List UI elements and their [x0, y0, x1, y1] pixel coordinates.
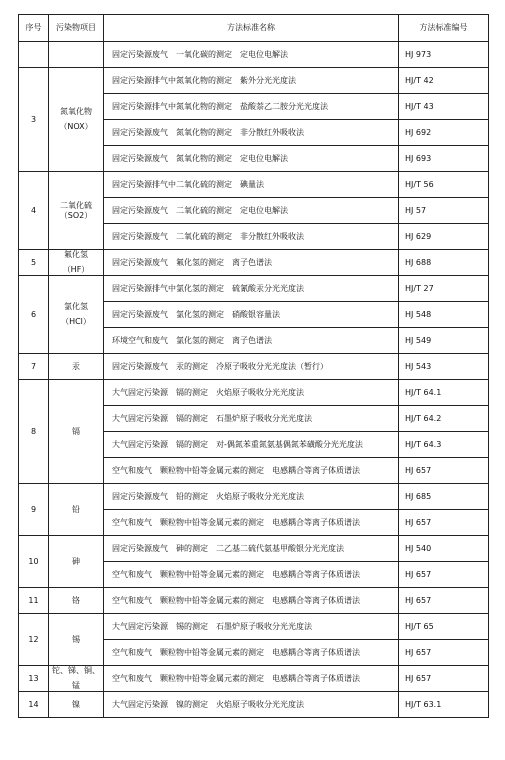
code-cell: HJ 973 [399, 42, 489, 68]
table-row [19, 614, 489, 640]
pollutant-cell [49, 484, 104, 536]
method-cell: 空气和废气 颗粒物中铅等金属元素的测定 电感耦合等离子体质谱法 [104, 458, 399, 484]
code-cell: HJ 657 [399, 510, 489, 536]
pollutant-cell [49, 42, 104, 68]
code-cell: HJ 629 [399, 224, 489, 250]
code-cell: HJ/T 27 [399, 276, 489, 302]
method-cell: 大气固定污染源 镉的测定 对-偶氮苯重氮氨基偶氮苯磺酸分光光度法 [104, 432, 399, 458]
pollutant-name: 镉 [72, 426, 80, 436]
table-row [19, 276, 489, 302]
seq-cell: 11 [19, 588, 49, 614]
pollutant-name: 镍 [72, 699, 80, 709]
pollutant-cell [49, 276, 104, 354]
code-cell: HJ/T 64.3 [399, 432, 489, 458]
pollutant-name: 砷 [72, 556, 80, 566]
pollutant-name: 锡 [72, 634, 80, 644]
code-cell: HJ 688 [399, 250, 489, 276]
pollutant-name: 汞 [72, 361, 80, 371]
code-cell: HJ 57 [399, 198, 489, 224]
code-cell: HJ/T 43 [399, 94, 489, 120]
table-body [19, 42, 489, 718]
table-row [19, 354, 489, 380]
pollutant-cell [49, 354, 104, 380]
seq-cell: 12 [19, 614, 49, 666]
header-seq: 序号 [19, 15, 49, 42]
code-cell: HJ/T 42 [399, 68, 489, 94]
pollutant-name: 氟化氢 [64, 250, 88, 259]
method-cell: 空气和废气 颗粒物中铅等金属元素的测定 电感耦合等离子体质谱法 [104, 562, 399, 588]
pollutant-cell [49, 588, 104, 614]
method-cell: 空气和废气 颗粒物中铅等金属元素的测定 电感耦合等离子体质谱法 [104, 510, 399, 536]
method-cell: 固定污染源废气 氮氧化物的测定 定电位电解法 [104, 146, 399, 172]
seq-cell: 13 [19, 666, 49, 692]
seq-cell: 14 [19, 692, 49, 718]
method-cell: 固定污染源排气中氮氧化物的测定 盐酸萘乙二胺分光光度法 [104, 94, 399, 120]
seq-cell: 3 [19, 68, 49, 172]
seq-cell: 4 [19, 172, 49, 250]
code-cell: HJ 685 [399, 484, 489, 510]
code-cell: HJ 548 [399, 302, 489, 328]
pollutant-name: 氮氧化物 [60, 107, 92, 116]
method-cell: 大气固定污染源 锡的测定 石墨炉原子吸收分光光度法 [104, 614, 399, 640]
header-pollutant: 污染物项目 [49, 15, 104, 42]
method-cell: 固定污染源排气中二氧化硫的测定 碘量法 [104, 172, 399, 198]
pollutant-name: 铬 [72, 595, 80, 605]
seq-cell: 6 [19, 276, 49, 354]
table-row [19, 250, 489, 276]
code-cell: HJ/T 64.2 [399, 406, 489, 432]
pollutant-name: （HF） [62, 265, 90, 274]
seq-cell: 10 [19, 536, 49, 588]
method-cell: 固定污染源废气 砷的测定 二乙基二硫代氨基甲酸银分光光度法 [104, 536, 399, 562]
method-cell: 空气和废气 颗粒物中铅等金属元素的测定 电感耦合等离子体质谱法 [104, 588, 399, 614]
code-cell: HJ 693 [399, 146, 489, 172]
method-cell: 固定污染源废气 二氧化硫的测定 非分散红外吸收法 [104, 224, 399, 250]
pollutant-name: （NOX） [59, 122, 93, 131]
code-cell: HJ 692 [399, 120, 489, 146]
method-cell: 固定污染源排气中氯化氢的测定 硫氰酸汞分光光度法 [104, 276, 399, 302]
pollutant-name: 锰 [72, 681, 80, 690]
pollutant-name: （HCl） [61, 317, 91, 326]
method-cell: 环境空气和废气 氯化氢的测定 离子色谱法 [104, 328, 399, 354]
table-row [19, 42, 489, 68]
table-row [19, 666, 489, 692]
code-cell: HJ 657 [399, 562, 489, 588]
code-cell: HJ 543 [399, 354, 489, 380]
table-row [19, 380, 489, 406]
code-cell: HJ 657 [399, 588, 489, 614]
pollutant-cell [49, 250, 104, 276]
table-row [19, 172, 489, 198]
seq-cell: 8 [19, 380, 49, 484]
code-cell: HJ/T 64.1 [399, 380, 489, 406]
pollutant-name: 二氧化硫（SO2） [59, 200, 93, 220]
method-cell: 固定污染源废气 氟化氢的测定 离子色谱法 [104, 250, 399, 276]
pollutant-cell [49, 536, 104, 588]
method-cell: 固定污染源废气 氯化氢的测定 硝酸银容量法 [104, 302, 399, 328]
pollutant-cell [49, 666, 104, 692]
method-cell: 大气固定污染源 镉的测定 石墨炉原子吸收分光光度法 [104, 406, 399, 432]
pollutant-cell [49, 692, 104, 718]
seq-cell: 7 [19, 354, 49, 380]
pollutant-name: 氯化氢 [64, 302, 88, 311]
method-cell: 固定污染源废气 汞的测定 冷原子吸收分光光度法（暂行） [104, 354, 399, 380]
pollutant-cell [49, 172, 104, 250]
method-cell: 空气和废气 颗粒物中铅等金属元素的测定 电感耦合等离子体质谱法 [104, 640, 399, 666]
table-row [19, 68, 489, 94]
header-code: 方法标准编号 [399, 15, 489, 42]
code-cell: HJ 657 [399, 666, 489, 692]
seq-cell: 9 [19, 484, 49, 536]
pollutant-name: 铊、锑、铜、 [52, 666, 100, 675]
table-header-row [19, 15, 489, 42]
header-method: 方法标准名称 [104, 15, 399, 42]
pollutant-cell [49, 614, 104, 666]
code-cell: HJ 549 [399, 328, 489, 354]
table-row [19, 588, 489, 614]
method-cell: 固定污染源废气 二氧化硫的测定 定电位电解法 [104, 198, 399, 224]
code-cell: HJ/T 65 [399, 614, 489, 640]
code-cell: HJ 657 [399, 640, 489, 666]
method-cell: 固定污染源废气 氮氧化物的测定 非分散红外吸收法 [104, 120, 399, 146]
code-cell: HJ 540 [399, 536, 489, 562]
pollutant-cell [49, 68, 104, 172]
seq-cell [19, 42, 49, 68]
table-row [19, 536, 489, 562]
method-cell: 固定污染源排气中氮氧化物的测定 紫外分光光度法 [104, 68, 399, 94]
seq-cell: 5 [19, 250, 49, 276]
method-cell: 固定污染源废气 铅的测定 火焰原子吸收分光光度法 [104, 484, 399, 510]
method-cell: 大气固定污染源 镍的测定 火焰原子吸收分光光度法 [104, 692, 399, 718]
code-cell: HJ 657 [399, 458, 489, 484]
code-cell: HJ/T 63.1 [399, 692, 489, 718]
method-cell: 固定污染源废气 一氧化碳的测定 定电位电解法 [104, 42, 399, 68]
pollutant-name: 铅 [72, 504, 80, 514]
standards-table [18, 14, 489, 718]
pollutant-cell [49, 380, 104, 484]
method-cell: 大气固定污染源 镉的测定 火焰原子吸收分光光度法 [104, 380, 399, 406]
code-cell: HJ/T 56 [399, 172, 489, 198]
table-row [19, 692, 489, 718]
method-cell: 空气和废气 颗粒物中铅等金属元素的测定 电感耦合等离子体质谱法 [104, 666, 399, 692]
table-row [19, 484, 489, 510]
standards-table-sheet [18, 14, 488, 718]
